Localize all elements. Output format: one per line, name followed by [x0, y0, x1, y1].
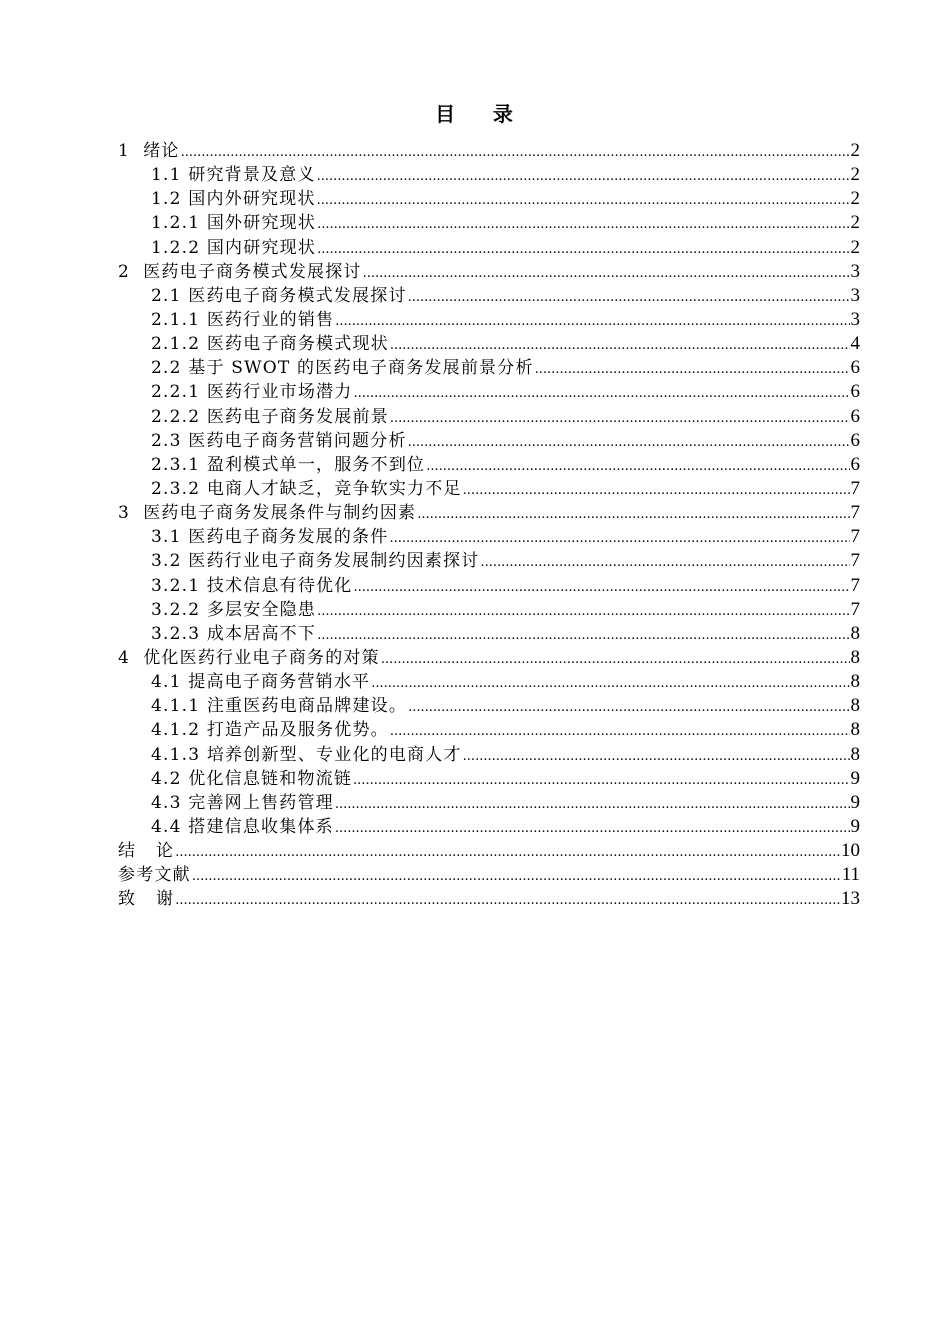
toc-entry-label: 1.2.1 国外研究现状 [151, 213, 317, 234]
toc-entry[interactable] [118, 284, 860, 308]
toc-leader-dots [417, 503, 849, 527]
toc-entry-page-number: 9 [850, 767, 860, 789]
toc-entry-page-number: 7 [850, 502, 860, 524]
toc-entry-page-number: 9 [850, 791, 860, 813]
toc-entry-label: 4.1 提高电子商务营销水平 [151, 672, 371, 693]
toc-entry-page-number: 2 [850, 188, 860, 210]
toc-entry-page-number: 3 [850, 260, 860, 282]
toc-entry[interactable] [118, 525, 860, 549]
toc-leader-dots [317, 600, 849, 624]
toc-leader-dots [353, 769, 849, 793]
toc-entry-page-number: 7 [850, 574, 860, 596]
toc-entry-label: 3.2.2 多层安全隐患 [151, 599, 317, 620]
toc-entry-page-number: 6 [850, 381, 860, 403]
toc-entry-label: 3 医药电子商务发展条件与制约因素 [118, 503, 417, 524]
toc-entry-label: 结 论 [118, 841, 175, 862]
toc-entry-page-number: 6 [850, 405, 860, 427]
toc-leader-dots [317, 624, 849, 648]
toc-entry-page-number: 8 [850, 695, 860, 717]
toc-entry-page-number: 2 [850, 212, 860, 234]
toc-entry[interactable] [118, 549, 860, 573]
toc-entry-label: 2 医药电子商务模式发展探讨 [118, 261, 362, 282]
toc-leader-dots [317, 165, 850, 189]
toc-entry[interactable] [118, 574, 860, 598]
toc-entry-label: 3.2.1 技术信息有待优化 [151, 575, 353, 596]
toc-leader-dots [408, 286, 850, 310]
toc-entry-label: 参考文献 [118, 865, 191, 886]
toc-entry[interactable] [118, 815, 860, 839]
toc-entry-label: 2.2 基于 SWOT 的医药电子商务发展前景分析 [151, 358, 534, 379]
toc-entry-label: 4.2 优化信息链和物流链 [151, 768, 353, 789]
toc-leader-dots [371, 672, 849, 696]
toc-entry-page-number: 6 [850, 453, 860, 475]
toc-entry-page-number: 2 [850, 236, 860, 258]
toc-leader-dots [317, 213, 849, 237]
toc-entry-label: 2.1 医药电子商务模式发展探讨 [151, 285, 407, 306]
toc-entry-label: 2.1.1 医药行业的销售 [151, 309, 335, 330]
toc-entry[interactable] [118, 791, 860, 815]
toc-leader-dots [390, 720, 850, 744]
toc-entry-label: 2.3 医药电子商务营销问题分析 [151, 430, 407, 451]
toc-entry-label: 2.2.1 医药行业市场潜力 [151, 382, 353, 403]
toc-entry-label: 1.2 国内外研究现状 [151, 189, 316, 210]
toc-entry-label: 4.4 搭建信息收集体系 [151, 816, 334, 837]
toc-leader-dots [363, 262, 850, 286]
toc-entry[interactable] [118, 453, 860, 477]
toc-leader-dots [463, 479, 850, 503]
toc-leader-dots [381, 648, 850, 672]
toc-entry[interactable] [118, 187, 860, 211]
toc-entry-page-number: 8 [850, 671, 860, 693]
toc-entry-label: 致 谢 [118, 889, 175, 910]
toc-leader-dots [353, 382, 849, 406]
toc-entry[interactable] [118, 694, 860, 718]
toc-title: 目 录 [435, 102, 515, 126]
toc-entry[interactable] [118, 501, 860, 525]
toc-leader-dots [426, 455, 849, 479]
toc-entry-label: 2.3.2 电商人才缺乏，竞争软实力不足 [151, 478, 462, 499]
toc-entry-label: 3.1 医药电子商务发展的条件 [151, 527, 389, 548]
toc-entry-page-number: 9 [850, 815, 860, 837]
toc-entry-label: 2.1.2 医药电子商务模式现状 [151, 334, 389, 355]
toc-entry-label: 3.2.3 成本居高不下 [151, 623, 317, 644]
toc-entry-page-number: 2 [850, 140, 860, 161]
toc-entry[interactable] [118, 477, 860, 501]
toc-entry[interactable] [118, 163, 860, 187]
toc-entry-page-number: 3 [850, 308, 860, 330]
toc-leader-dots [390, 407, 850, 431]
toc-leader-dots [353, 576, 849, 600]
toc-entry-page-number: 3 [850, 284, 860, 306]
toc-leader-dots [463, 745, 850, 769]
toc-entry[interactable] [118, 139, 860, 163]
toc-entry[interactable] [118, 405, 860, 429]
toc-entry-label: 4 优化医药行业电子商务的对策 [118, 647, 380, 668]
toc-leader-dots [408, 696, 849, 720]
toc-list [118, 139, 860, 912]
toc-leader-dots [480, 551, 849, 575]
toc-entry-page-number: 8 [850, 743, 860, 765]
toc-leader-dots [390, 334, 850, 358]
toc-entry[interactable] [118, 718, 860, 742]
toc-entry-label: 1.2.2 国内研究现状 [151, 237, 317, 258]
toc-entry[interactable] [118, 332, 860, 356]
toc-entry-page-number: 8 [850, 646, 860, 668]
toc-leader-dots [192, 865, 841, 889]
toc-entry-label: 4.1.3 培养创新型、专业化的电商人才 [151, 744, 462, 765]
toc-entry[interactable] [118, 260, 860, 284]
toc-entry-page-number: 4 [850, 333, 860, 355]
toc-leader-dots [535, 358, 850, 382]
toc-entry-label: 3.2 医药行业电子商务发展制约因素探讨 [151, 551, 480, 572]
toc-entry-page-number: 7 [850, 477, 860, 499]
toc-leader-dots [335, 310, 849, 334]
toc-entry-page-number: 10 [841, 840, 860, 862]
toc-leader-dots [317, 238, 849, 262]
toc-entry-page-number: 11 [841, 864, 860, 886]
toc-entry-page-number: 7 [850, 598, 860, 620]
toc-entry[interactable] [118, 211, 860, 235]
toc-entry-page-number: 6 [850, 429, 860, 451]
toc-entry-label: 1.1 研究背景及意义 [151, 165, 316, 186]
toc-entry[interactable] [118, 670, 860, 694]
toc-entry[interactable] [118, 622, 860, 646]
toc-leader-dots [181, 141, 850, 165]
toc-entry-page-number: 7 [850, 526, 860, 548]
toc-leader-dots [335, 793, 850, 817]
toc-entry-page-number: 8 [850, 622, 860, 644]
toc-leader-dots [317, 189, 850, 213]
toc-entry-label: 2.2.2 医药电子商务发展前景 [151, 406, 389, 427]
toc-entry-page-number: 2 [850, 164, 860, 186]
toc-entry-page-number: 6 [850, 357, 860, 379]
toc-entry-label: 4.1.1 注重医药电商品牌建设。 [151, 696, 408, 717]
toc-leader-dots [408, 431, 850, 455]
toc-leader-dots [175, 889, 840, 913]
toc-entry[interactable] [118, 380, 860, 404]
toc-entry[interactable] [118, 308, 860, 332]
toc-entry[interactable] [118, 598, 860, 622]
toc-entry[interactable] [118, 356, 860, 380]
toc-entry-label: 2.3.1 盈利模式单一，服务不到位 [151, 454, 426, 475]
toc-entry-page-number: 7 [850, 550, 860, 572]
toc-entry-page-number: 8 [850, 719, 860, 741]
toc-entry[interactable] [118, 887, 860, 911]
toc-entry-label: 4.1.2 打造产品及服务优势。 [151, 720, 389, 741]
toc-leader-dots [389, 527, 849, 551]
toc-entry-page-number: 13 [841, 888, 860, 910]
toc-entry[interactable] [118, 839, 860, 863]
toc-leader-dots [175, 841, 840, 865]
toc-entry[interactable] [118, 646, 860, 670]
toc-entry-label: 4.3 完善网上售药管理 [151, 792, 334, 813]
toc-entry-label: 1 绪论 [118, 141, 180, 161]
toc-leader-dots [335, 817, 850, 841]
toc-entry[interactable] [118, 743, 860, 767]
toc-entry[interactable] [118, 429, 860, 453]
toc-entry[interactable] [118, 863, 860, 887]
toc-entry[interactable] [118, 767, 860, 791]
toc-entry[interactable] [118, 236, 860, 260]
